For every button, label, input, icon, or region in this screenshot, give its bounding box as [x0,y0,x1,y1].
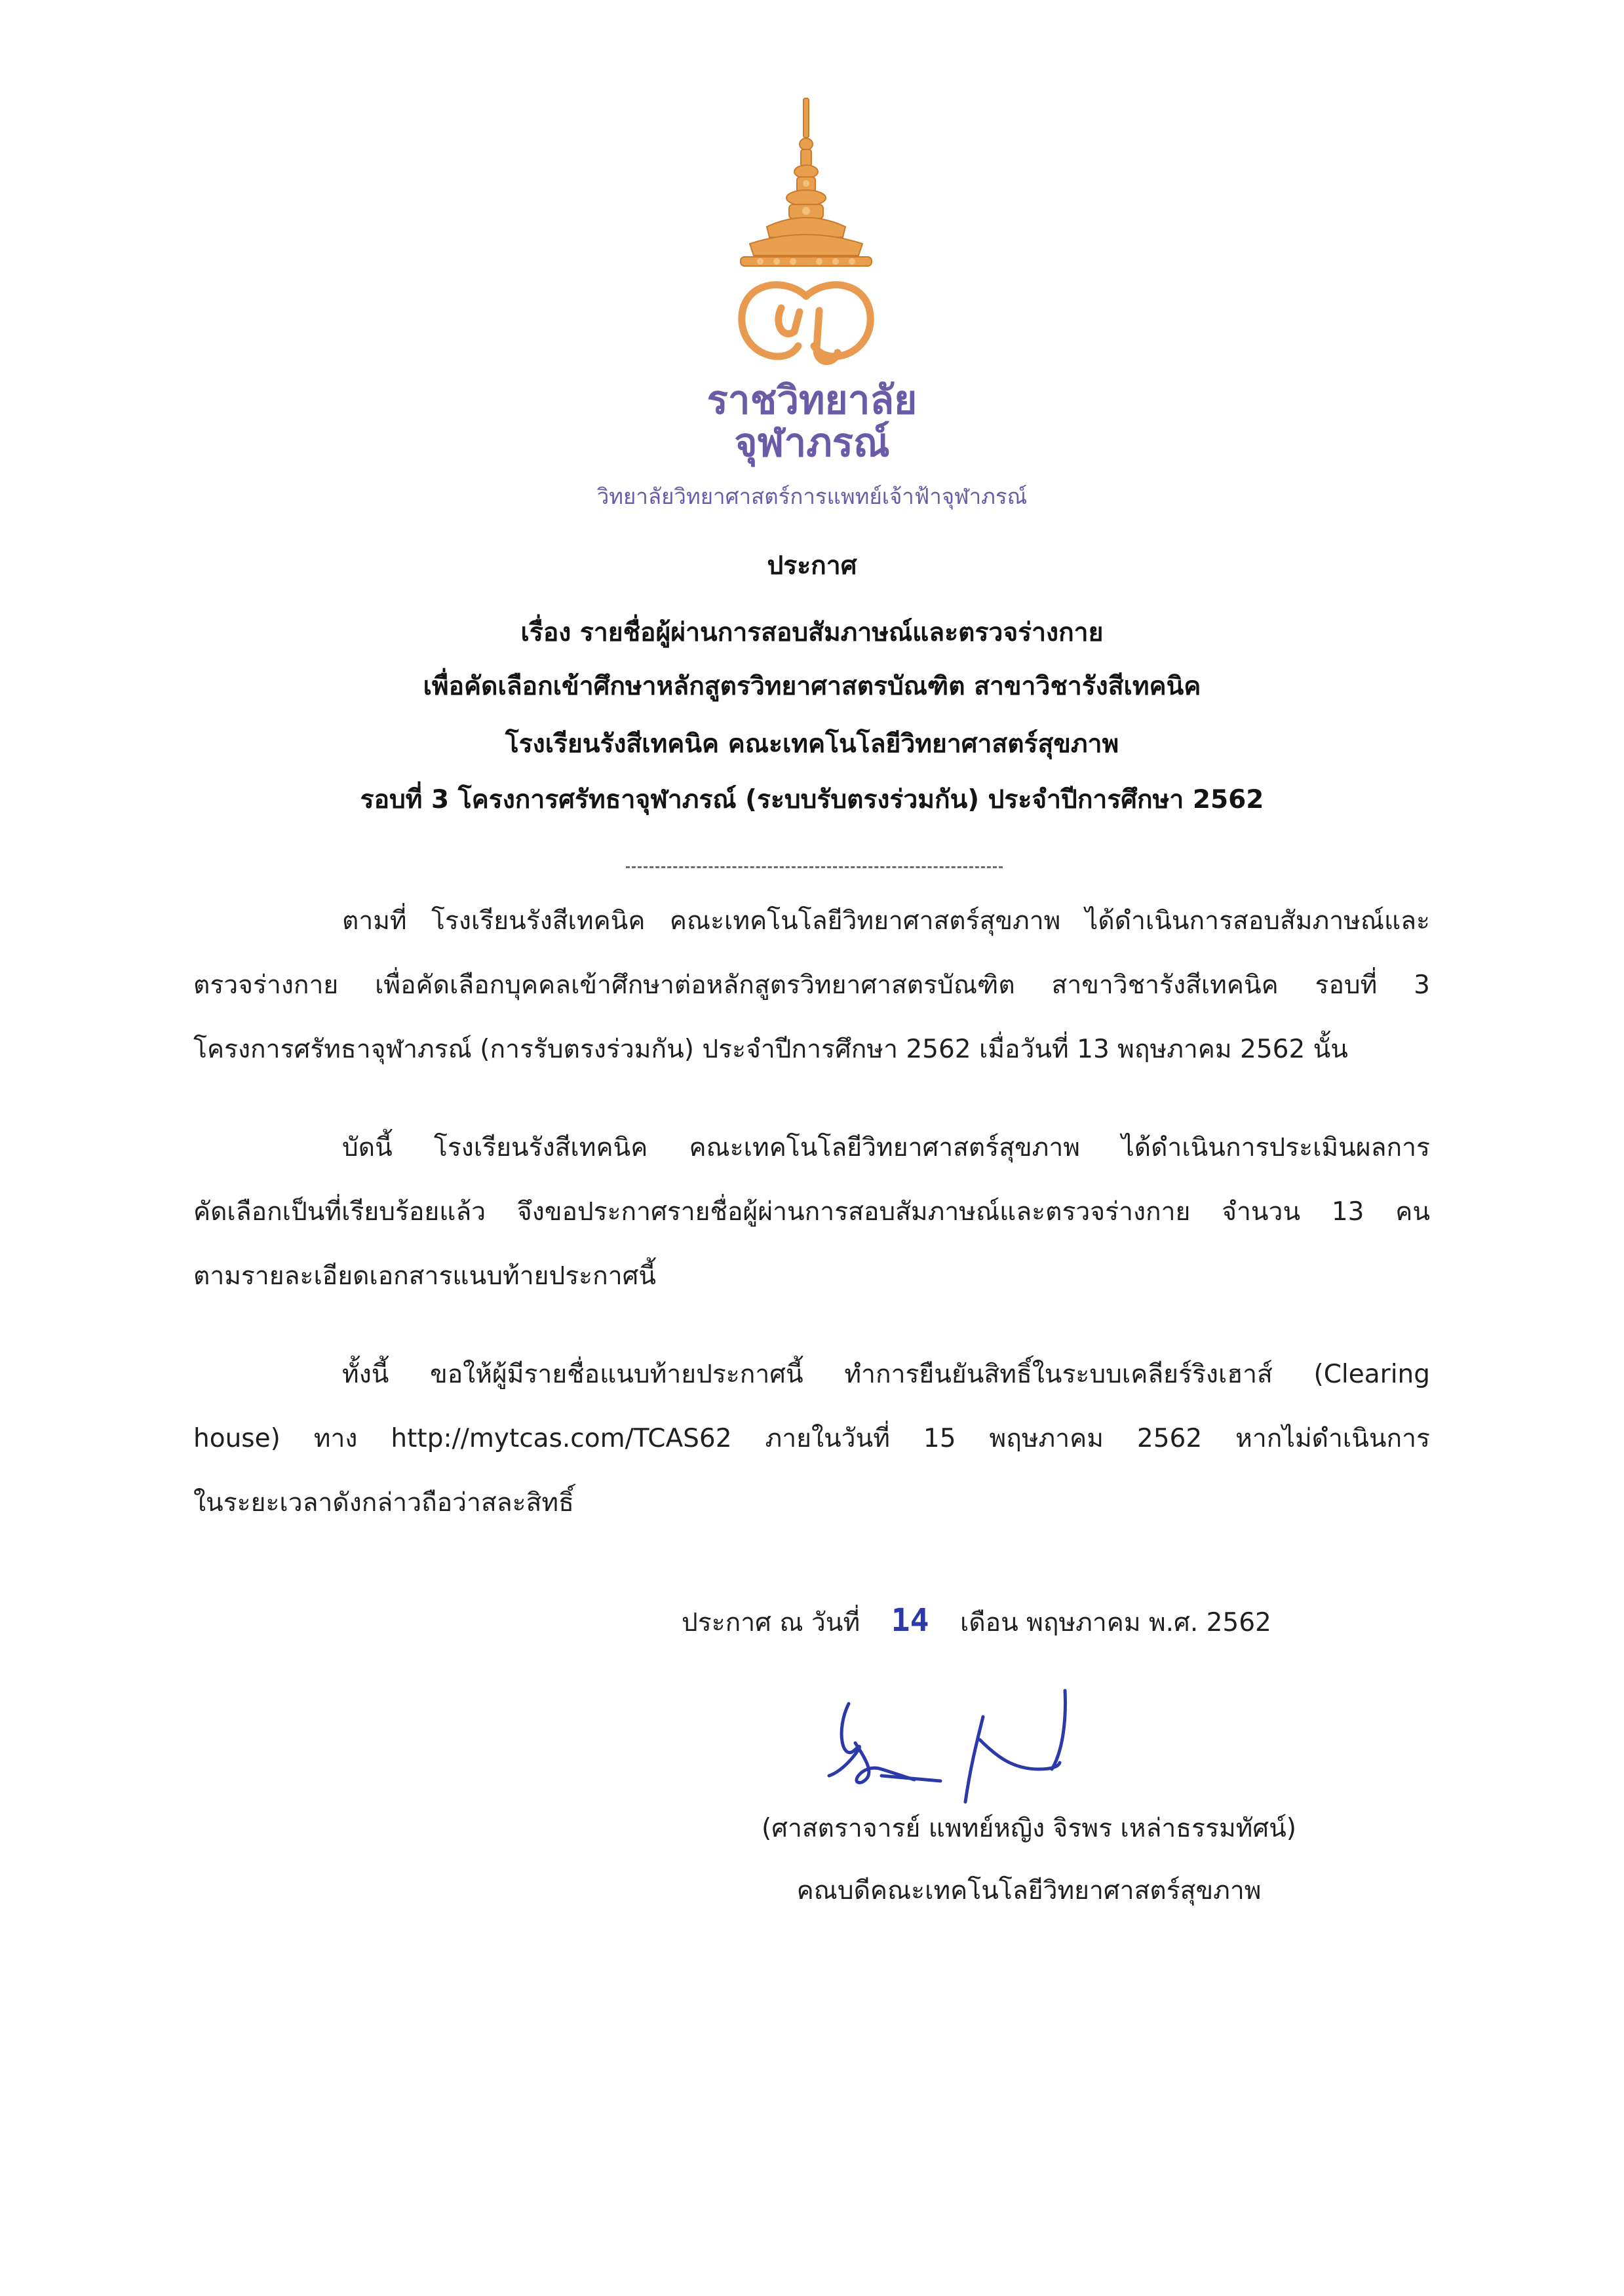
royal-crown-emblem-icon [721,92,891,380]
announcement-date [682,1602,1317,1641]
signatory-position: คณบดีคณะเทคโนโลยีวิทยาศาสตร์สุขภาพ [796,1876,1262,1905]
date-prefix: ประกาศ ณ วันที่ [682,1608,860,1637]
handwritten-day: 14 [891,1602,929,1639]
paragraph2-line2: คัดเลือกเป็นที่เรียบร้อยแล้ว จึงขอประกาศรายชื่อผู้ผ่านการสอบสัมภาษณ์และตรวจร่างกาย จำนวน 13 คน [193,1197,1430,1227]
announcement-title-line2: เพื่อคัดเลือกเข้าศึกษาหลักสูตรวิทยาศาสตรบัณฑิต สาขาวิชารังสีเทคนิค [423,672,1201,701]
paragraph3-line3: ในระยะเวลาดังกล่าวถือว่าสละสิทธิ์ [193,1488,574,1518]
signatory-name: (ศาสตราจารย์ แพทย์หญิง จิรพร เหล่าธรรมทัศน์) [761,1814,1296,1843]
announcement-title-line3: โรงเรียนรังสีเทคนิค คณะเทคโนโลยีวิทยาศาสตร์สุขภาพ [505,729,1119,759]
title-divider [626,866,1003,868]
paragraph3-line2: house) ทาง http://mytcas.com/TCAS62 ภายในวันที่ 15 พฤษภาคม 2562 หากไม่ดำเนินการ [193,1424,1430,1453]
paragraph1-line3: โครงการศรัทธาจุฬาภรณ์ (การรับตรงร่วมกัน) ประจำปีการศึกษา 2562 เมื่อวันที่ 13 พฤษภาคม 2562 นั้น [193,1035,1348,1064]
paragraph3-line1: ทั้งนี้ ขอให้ผู้มีรายชื่อแนบท้ายประกาศนี้ ทำการยืนยันสิทธิ์ในระบบเคลียร์ริงเฮาส์ (Clearing [342,1360,1430,1389]
institution-name-line1: ราชวิทยาลัย [706,377,918,423]
paragraph1-line2: ตรวจร่างกาย เพื่อคัดเลือกบุคคลเข้าศึกษาต่อหลักสูตรวิทยาศาสตรบัณฑิต สาขาวิชารังสีเทคนิค รอบที่ 3 [193,970,1430,1000]
announcement-title-line4: รอบที่ 3 โครงการศรัทธาจุฬาภรณ์ (ระบบรับตรงร่วมกัน) ประจำปีการศึกษา 2562 [360,785,1264,814]
paragraph2-line1: บัดนี้ โรงเรียนรังสีเทคนิค คณะเทคโนโลยีวิทยาศาสตร์สุขภาพ ได้ดำเนินการประเมินผลการ [342,1133,1430,1162]
institution-name-line2: จุฬาภรณ์ [734,420,890,466]
date-suffix: เดือน พฤษภาคม พ.ศ. 2562 [959,1608,1271,1637]
paragraph1-line1: ตามที่ โรงเรียนรังสีเทคนิค คณะเทคโนโลยีวิทยาศาสตร์สุขภาพ ได้ดำเนินการสอบสัมภาษณ์และ [342,906,1430,936]
paragraph2-line3: ตามรายละเอียดเอกสารแนบท้ายประกาศนี้ [193,1261,657,1291]
announcement-subject: เรื่อง รายชื่อผู้ผ่านการสอบสัมภาษณ์และตรวจร่างกาย [520,618,1104,647]
institution-subtitle: วิทยาลัยวิทยาศาสตร์การแพทย์เจ้าฟ้าจุฬาภรณ์ [596,484,1028,509]
announcement-heading: ประกาศ [767,551,857,581]
handwritten-signature-icon [822,1677,1124,1808]
